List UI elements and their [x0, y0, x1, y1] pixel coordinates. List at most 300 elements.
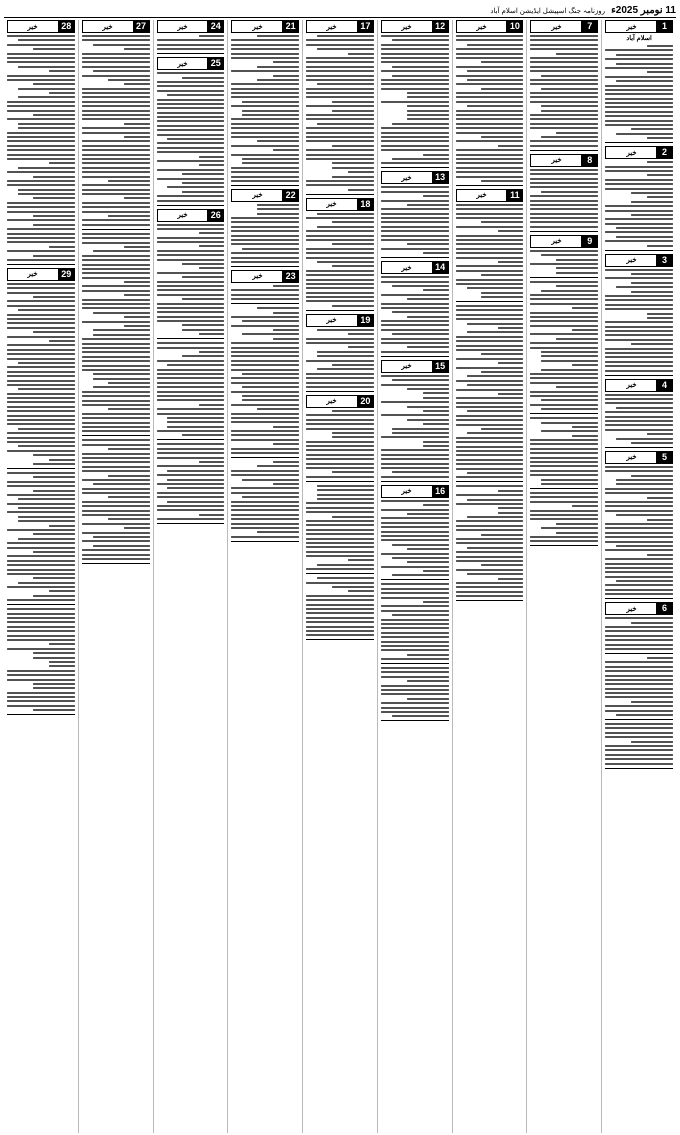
- rule-divider: [231, 541, 299, 542]
- text-line: [605, 295, 673, 297]
- text-line: [49, 70, 75, 72]
- text-line: [157, 457, 225, 459]
- text-line: [273, 75, 299, 77]
- article-title: خبر: [476, 21, 487, 31]
- text-line: [530, 118, 598, 120]
- article-title-band: [605, 20, 656, 33]
- text-line: [423, 410, 449, 412]
- text-line: [381, 44, 449, 46]
- text-line: [456, 441, 524, 443]
- article-body: [605, 45, 673, 139]
- text-line: [257, 208, 299, 210]
- text-line: [124, 136, 150, 138]
- text-line: [605, 277, 673, 279]
- article-item[interactable]: [231, 20, 299, 186]
- article-header[interactable]: [605, 379, 673, 392]
- text-line: [467, 331, 524, 333]
- text-line: [49, 525, 75, 527]
- rule-divider: [456, 185, 524, 186]
- text-line: [273, 426, 299, 428]
- text-line: [82, 167, 150, 169]
- article-header[interactable]: [530, 154, 598, 167]
- text-line: [456, 176, 524, 178]
- article-header[interactable]: [7, 20, 75, 33]
- text-line: [7, 401, 75, 403]
- text-line: [306, 546, 374, 548]
- text-line: [605, 166, 673, 168]
- article-item[interactable]: [381, 20, 449, 168]
- text-line: [306, 467, 374, 469]
- text-line: [467, 287, 524, 289]
- text-line: [467, 44, 524, 46]
- text-line: [82, 299, 150, 301]
- article-number: 2: [656, 146, 673, 159]
- article-number: 5: [656, 451, 673, 464]
- text-line: [7, 75, 75, 77]
- text-line: [242, 496, 299, 498]
- text-line: [381, 61, 449, 63]
- article-item[interactable]: [605, 254, 673, 376]
- article-title: خبر: [626, 380, 637, 390]
- article-number: 20: [357, 395, 374, 408]
- text-line: [332, 364, 374, 366]
- article-header[interactable]: [605, 20, 673, 33]
- text-line: [49, 92, 75, 94]
- text-line: [306, 287, 374, 289]
- text-line: [530, 101, 598, 103]
- text-line: [605, 398, 673, 400]
- text-line: [423, 397, 449, 399]
- article-title-band: [605, 254, 656, 267]
- text-line: [231, 509, 299, 511]
- text-line: [381, 500, 449, 502]
- text-line: [481, 371, 523, 373]
- article-header[interactable]: [306, 395, 374, 408]
- article-header[interactable]: [381, 261, 449, 274]
- text-line: [381, 127, 449, 129]
- article-header[interactable]: [381, 171, 449, 184]
- article-title-band: [456, 20, 507, 33]
- article-item[interactable]: [605, 146, 673, 250]
- text-line: [157, 125, 225, 127]
- text-line: [306, 382, 374, 384]
- rule-divider: [306, 310, 374, 311]
- text-line: [605, 549, 673, 551]
- text-line: [7, 154, 75, 156]
- text-line: [231, 132, 299, 134]
- text-line: [231, 382, 299, 384]
- article-item[interactable]: [157, 57, 225, 205]
- text-line: [306, 555, 374, 557]
- text-line: [605, 670, 673, 672]
- article-header[interactable]: [157, 20, 225, 33]
- text-line: [498, 145, 524, 147]
- article-item[interactable]: [306, 20, 374, 195]
- text-line: [82, 365, 150, 367]
- text-line: [605, 679, 673, 681]
- text-line: [423, 504, 449, 506]
- article-item[interactable]: [381, 485, 449, 581]
- article-header[interactable]: [231, 270, 299, 283]
- text-line: [124, 527, 150, 529]
- text-line: [33, 551, 75, 553]
- text-line: [167, 186, 224, 188]
- text-line: [82, 154, 150, 156]
- text-line: [82, 285, 150, 287]
- continuation-body: [381, 583, 449, 660]
- text-line: [456, 494, 524, 496]
- text-line: [605, 666, 673, 668]
- text-line: [306, 274, 374, 276]
- text-line: [456, 101, 524, 103]
- article-header[interactable]: [7, 268, 75, 281]
- text-line: [407, 388, 449, 390]
- article-item[interactable]: [381, 261, 449, 357]
- article-item[interactable]: [231, 270, 299, 304]
- text-line: [182, 191, 224, 193]
- article-header[interactable]: [82, 20, 150, 33]
- text-line: [541, 136, 598, 138]
- text-line: [306, 373, 374, 375]
- article-title: خبر: [626, 147, 637, 157]
- text-line: [348, 346, 374, 348]
- text-line: [33, 476, 75, 478]
- text-line: [392, 432, 449, 434]
- article-item[interactable]: [306, 198, 374, 311]
- article-item[interactable]: [306, 314, 374, 392]
- text-line: [167, 421, 224, 423]
- article-header[interactable]: [231, 189, 299, 202]
- text-line: [456, 560, 524, 562]
- article-item[interactable]: [7, 268, 75, 469]
- text-line: [348, 590, 374, 592]
- text-line: [82, 404, 150, 406]
- text-line: [231, 123, 299, 125]
- text-line: [7, 573, 75, 575]
- text-line: [7, 529, 75, 531]
- text-line: [7, 621, 75, 623]
- text-line: [231, 180, 299, 182]
- text-line: [7, 608, 75, 610]
- article-item[interactable]: [306, 395, 374, 482]
- text-line: [157, 316, 225, 318]
- text-line: [456, 305, 524, 307]
- text-line: [456, 551, 524, 553]
- text-line: [381, 57, 449, 59]
- text-line: [572, 426, 598, 428]
- rule-divider: [231, 185, 299, 186]
- article-body: [381, 375, 449, 478]
- article-item[interactable]: [605, 20, 673, 143]
- text-line: [306, 441, 374, 443]
- text-line: [306, 542, 374, 544]
- article-header[interactable]: [605, 451, 673, 464]
- article-header[interactable]: [456, 20, 524, 33]
- text-line: [93, 386, 150, 388]
- text-line: [530, 92, 598, 94]
- text-line: [182, 276, 224, 278]
- article-header[interactable]: [381, 360, 449, 373]
- rule-divider: [605, 768, 673, 769]
- text-line: [332, 167, 374, 169]
- article-body: [157, 35, 225, 50]
- article-title-band: [530, 20, 581, 33]
- text-line: [306, 257, 374, 259]
- text-line: [49, 459, 75, 461]
- article-title: خبر: [626, 452, 637, 462]
- article-title: خبر: [327, 21, 337, 31]
- text-line: [231, 252, 299, 254]
- text-line: [157, 452, 225, 454]
- text-line: [231, 221, 299, 223]
- text-line: [18, 516, 75, 518]
- text-line: [82, 395, 150, 397]
- article-item[interactable]: [157, 209, 225, 340]
- text-line: [82, 277, 150, 279]
- article-title-band: [157, 209, 208, 222]
- text-line: [481, 180, 523, 182]
- text-line: [605, 648, 673, 650]
- article-item[interactable]: [231, 189, 299, 267]
- article-header[interactable]: [306, 198, 374, 211]
- text-line: [647, 71, 673, 73]
- text-line: [231, 470, 299, 472]
- text-line: [456, 114, 524, 116]
- text-line: [7, 314, 75, 316]
- text-line: [7, 53, 75, 55]
- text-line: [7, 110, 75, 112]
- text-line: [605, 334, 673, 336]
- text-line: [530, 439, 598, 441]
- text-line: [33, 595, 75, 597]
- article-title: خبر: [626, 21, 637, 31]
- text-line: [231, 96, 299, 98]
- text-line: [306, 386, 374, 388]
- text-line: [306, 105, 374, 107]
- article-title-band: [306, 314, 357, 327]
- text-line: [616, 483, 673, 485]
- text-line: [456, 257, 524, 259]
- text-line: [231, 70, 299, 72]
- text-line: [381, 149, 449, 151]
- rule-divider: [605, 250, 673, 251]
- column-1: [601, 20, 676, 1133]
- text-line: [332, 110, 374, 112]
- text-line: [392, 544, 449, 546]
- article-body: [157, 224, 225, 336]
- text-line: [157, 44, 225, 46]
- text-line: [157, 285, 225, 287]
- article-item[interactable]: [605, 602, 673, 654]
- text-line: [157, 281, 225, 283]
- article-item[interactable]: [82, 20, 150, 230]
- text-line: [605, 661, 673, 663]
- article-item[interactable]: [456, 20, 524, 186]
- text-line: [82, 110, 150, 112]
- text-line: [306, 283, 374, 285]
- rule-divider: [530, 277, 598, 278]
- article-header[interactable]: [456, 189, 524, 202]
- article-header[interactable]: [381, 485, 449, 498]
- text-line: [348, 53, 374, 55]
- article-title: خبر: [327, 199, 337, 209]
- text-line: [530, 382, 598, 384]
- article-header[interactable]: [530, 235, 598, 248]
- text-line: [481, 353, 523, 355]
- article-title-band: [530, 235, 581, 248]
- text-line: [157, 169, 225, 171]
- article-title-band: [306, 20, 357, 33]
- article-header[interactable]: [157, 57, 225, 70]
- article-number: 28: [58, 20, 75, 33]
- text-line: [381, 632, 449, 634]
- text-line: [157, 347, 225, 349]
- text-line: [456, 171, 524, 173]
- text-line: [231, 527, 299, 529]
- article-item[interactable]: [605, 451, 673, 599]
- article-item[interactable]: [530, 154, 598, 232]
- article-item[interactable]: [530, 235, 598, 278]
- article-item[interactable]: [381, 171, 449, 258]
- rule-divider: [381, 481, 449, 482]
- article-title: خبر: [551, 236, 562, 246]
- text-line: [605, 745, 673, 747]
- text-line: [467, 472, 524, 474]
- text-line: [647, 497, 673, 499]
- text-line: [481, 88, 523, 90]
- article-header[interactable]: [530, 20, 598, 33]
- text-line: [407, 698, 449, 700]
- text-line: [381, 436, 449, 438]
- text-line: [7, 423, 75, 425]
- text-line: [348, 189, 374, 191]
- article-header[interactable]: [605, 254, 673, 267]
- article-header[interactable]: [231, 20, 299, 33]
- article-header[interactable]: [306, 314, 374, 327]
- article-item[interactable]: [381, 360, 449, 482]
- article-number: 25: [207, 57, 224, 70]
- text-line: [82, 453, 150, 455]
- text-line: [381, 463, 449, 465]
- text-line: [306, 70, 374, 72]
- text-line: [7, 353, 75, 355]
- article-body: [306, 410, 374, 478]
- text-line: [530, 186, 598, 188]
- text-line: [541, 105, 598, 107]
- text-line: [381, 671, 449, 673]
- article-header[interactable]: [605, 146, 673, 159]
- text-line: [82, 149, 150, 151]
- text-line: [82, 488, 150, 490]
- text-line: [306, 88, 374, 90]
- text-line: [7, 630, 75, 632]
- article-header[interactable]: [381, 20, 449, 33]
- text-line: [82, 233, 150, 235]
- text-line: [231, 226, 299, 228]
- text-line: [423, 289, 449, 291]
- text-line: [82, 549, 150, 551]
- text-line: [456, 162, 524, 164]
- text-line: [242, 373, 299, 375]
- text-line: [231, 377, 299, 379]
- text-line: [381, 235, 449, 237]
- text-line: [456, 450, 524, 452]
- article-number: 29: [58, 268, 75, 281]
- text-line: [456, 123, 524, 125]
- rule-divider: [157, 439, 225, 440]
- text-line: [124, 246, 150, 248]
- text-line: [381, 342, 449, 344]
- text-line: [605, 710, 673, 712]
- text-line: [124, 325, 150, 327]
- text-line: [530, 298, 598, 300]
- article-body: [231, 204, 299, 263]
- text-line: [7, 300, 75, 302]
- text-line: [7, 494, 75, 496]
- text-line: [348, 559, 374, 561]
- text-line: [18, 123, 75, 125]
- text-line: [605, 470, 673, 472]
- text-line: [332, 221, 374, 223]
- text-line: [556, 338, 598, 340]
- text-line: [306, 634, 374, 636]
- article-item[interactable]: [605, 379, 673, 448]
- text-line: [157, 160, 225, 162]
- article-title-band: [605, 379, 656, 392]
- text-line: [467, 384, 524, 386]
- text-line: [306, 114, 374, 116]
- text-line: [167, 479, 224, 481]
- text-line: [306, 608, 374, 610]
- text-line: [605, 466, 673, 468]
- article-number: 13: [432, 171, 449, 184]
- article-title-band: [605, 451, 656, 464]
- text-line: [541, 360, 598, 362]
- text-line: [182, 329, 224, 331]
- text-line: [108, 215, 150, 217]
- article-item[interactable]: [7, 20, 75, 265]
- text-line: [456, 459, 524, 461]
- text-line: [231, 167, 299, 169]
- article-header[interactable]: [306, 20, 374, 33]
- text-line: [317, 351, 374, 353]
- article-item[interactable]: [157, 20, 225, 54]
- article-header[interactable]: [605, 602, 673, 615]
- text-line: [456, 248, 524, 250]
- text-line: [381, 208, 449, 210]
- text-line: [605, 93, 673, 95]
- text-line: [306, 44, 374, 46]
- text-line: [124, 294, 150, 296]
- article-header[interactable]: [157, 209, 225, 222]
- text-line: [231, 83, 299, 85]
- article-title-band: [7, 20, 58, 33]
- article-item[interactable]: [456, 189, 524, 302]
- text-line: [407, 243, 449, 245]
- text-line: [306, 551, 374, 553]
- text-line: [82, 162, 150, 164]
- text-line: [157, 142, 225, 144]
- text-line: [332, 305, 374, 307]
- text-line: [157, 399, 225, 401]
- text-line: [381, 667, 449, 669]
- text-line: [381, 281, 449, 283]
- article-title: خبر: [177, 58, 188, 68]
- rule-divider: [157, 338, 225, 339]
- text-line: [605, 321, 673, 323]
- text-line: [33, 577, 75, 579]
- article-item[interactable]: [530, 20, 598, 151]
